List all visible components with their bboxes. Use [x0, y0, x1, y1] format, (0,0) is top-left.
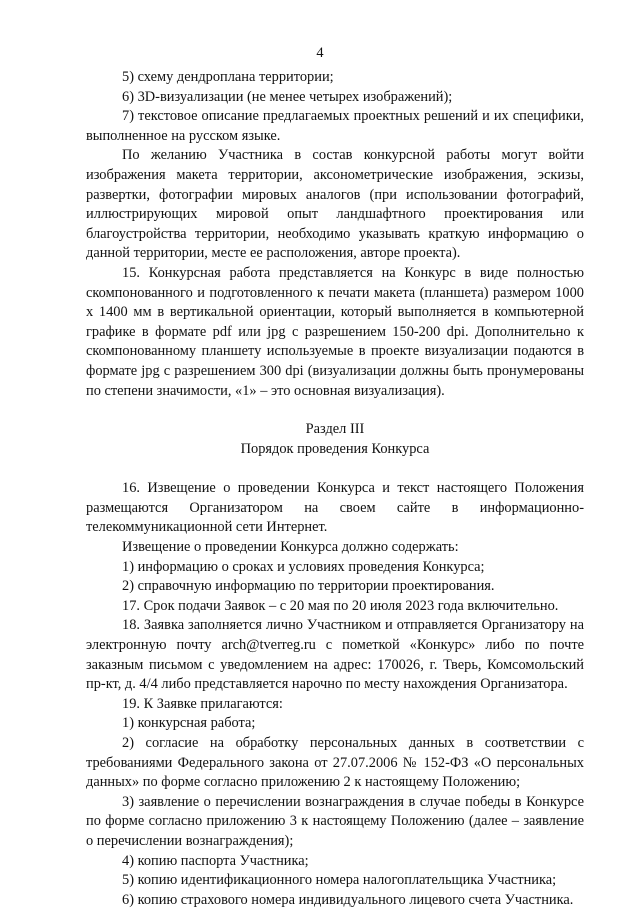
- paragraph: 6) 3D-визуализации (не менее четырех изображений);: [122, 88, 453, 105]
- paragraph: 19. К Заявке прилагаются:: [122, 695, 283, 712]
- section-number: Раздел III: [305, 421, 365, 438]
- paragraph: 15. Конкурсная работа представляется на Конкурс в виде полностью скомпонованного и подготовленного к печати макета (планшета) размером 1000 x 1400 мм в вертикальной ориентации, который выполняется в компьютерной графике в формате pdf или jpg с разрешением 150-200 dpi. Дополнительно к скомпонованному планшету используемые в проекте визуализации подаются в формате jpg с разрешением 300 dpi (визуализации должны быть пронумерованы по степени значимости, «1» – это основная визуализация).: [86, 264, 584, 399]
- paragraph: 7) текстовое описание предлагаемых проектных решений и их специфики, выполненное на русском языке.: [86, 108, 584, 144]
- paragraph: 16. Извещение о проведении Конкурса и текст настоящего Положения размещаются Организатором на своем сайте в информационно-телекоммуникационной сети Интернет.: [86, 480, 584, 536]
- paragraph: 5) схему дендроплана территории;: [122, 69, 334, 85]
- paragraph: 6) копию страхового номера индивидуального лицевого счета Участника.: [122, 891, 574, 908]
- paragraph: 4) копию паспорта Участника;: [122, 852, 309, 869]
- paragraph: 5) копию идентификационного номера налогоплательщика Участника;: [122, 872, 557, 889]
- paragraph: Извещение о проведении Конкурса должно содержать:: [122, 539, 459, 556]
- page-number: 4: [316, 45, 324, 61]
- paragraph: 17. Срок подачи Заявок – с 20 мая по 20 июля 2023 года включительно.: [122, 597, 559, 614]
- section-title: Порядок проведения Конкурса: [240, 440, 430, 457]
- paragraph: 2) справочную информацию по территории проектирования.: [122, 578, 495, 595]
- paragraph: По желанию Участника в состав конкурсной работы могут войти изображения макета территории, аксонометрические изображения, эскизы, развертки, фотографии мировых аналогов (при использовании фотографий, иллюстрирующих мировой опыт ландшафтного проектирования или благоустройства территории, необходимо указывать краткую информацию о данной территории, месте ее расположения, авторе проекта).: [86, 147, 584, 262]
- document-body: [86, 68, 584, 910]
- paragraph: 18. Заявка заполняется лично Участником и отправляется Организатору на электронную почту arch@tverreg.ru с пометкой «Конкурс» либо по почте заказным письмом с уведомлением на адрес: 170026, г. Тверь, Комсомольский пр-кт, д. 4/4 либо представляется нарочно по месту нахождения Организатора.: [86, 617, 584, 693]
- paragraph: 1) конкурсная работа;: [122, 715, 256, 732]
- paragraph: 2) согласие на обработку персональных данных в соответствии с требованиями Федерального закона от 27.07.2006 № 152-ФЗ «О персональных данных» по форме согласно приложению 2 к настоящему Положению;: [86, 735, 584, 791]
- paragraph: 1) информацию о сроках и условиях проведения Конкурса;: [122, 558, 485, 575]
- paragraph: 3) заявление о перечислении вознаграждения в случае победы в Конкурсе по форме согласно приложению 3 к настоящему Положению (далее – заявление о перечислении вознаграждения);: [86, 793, 584, 849]
